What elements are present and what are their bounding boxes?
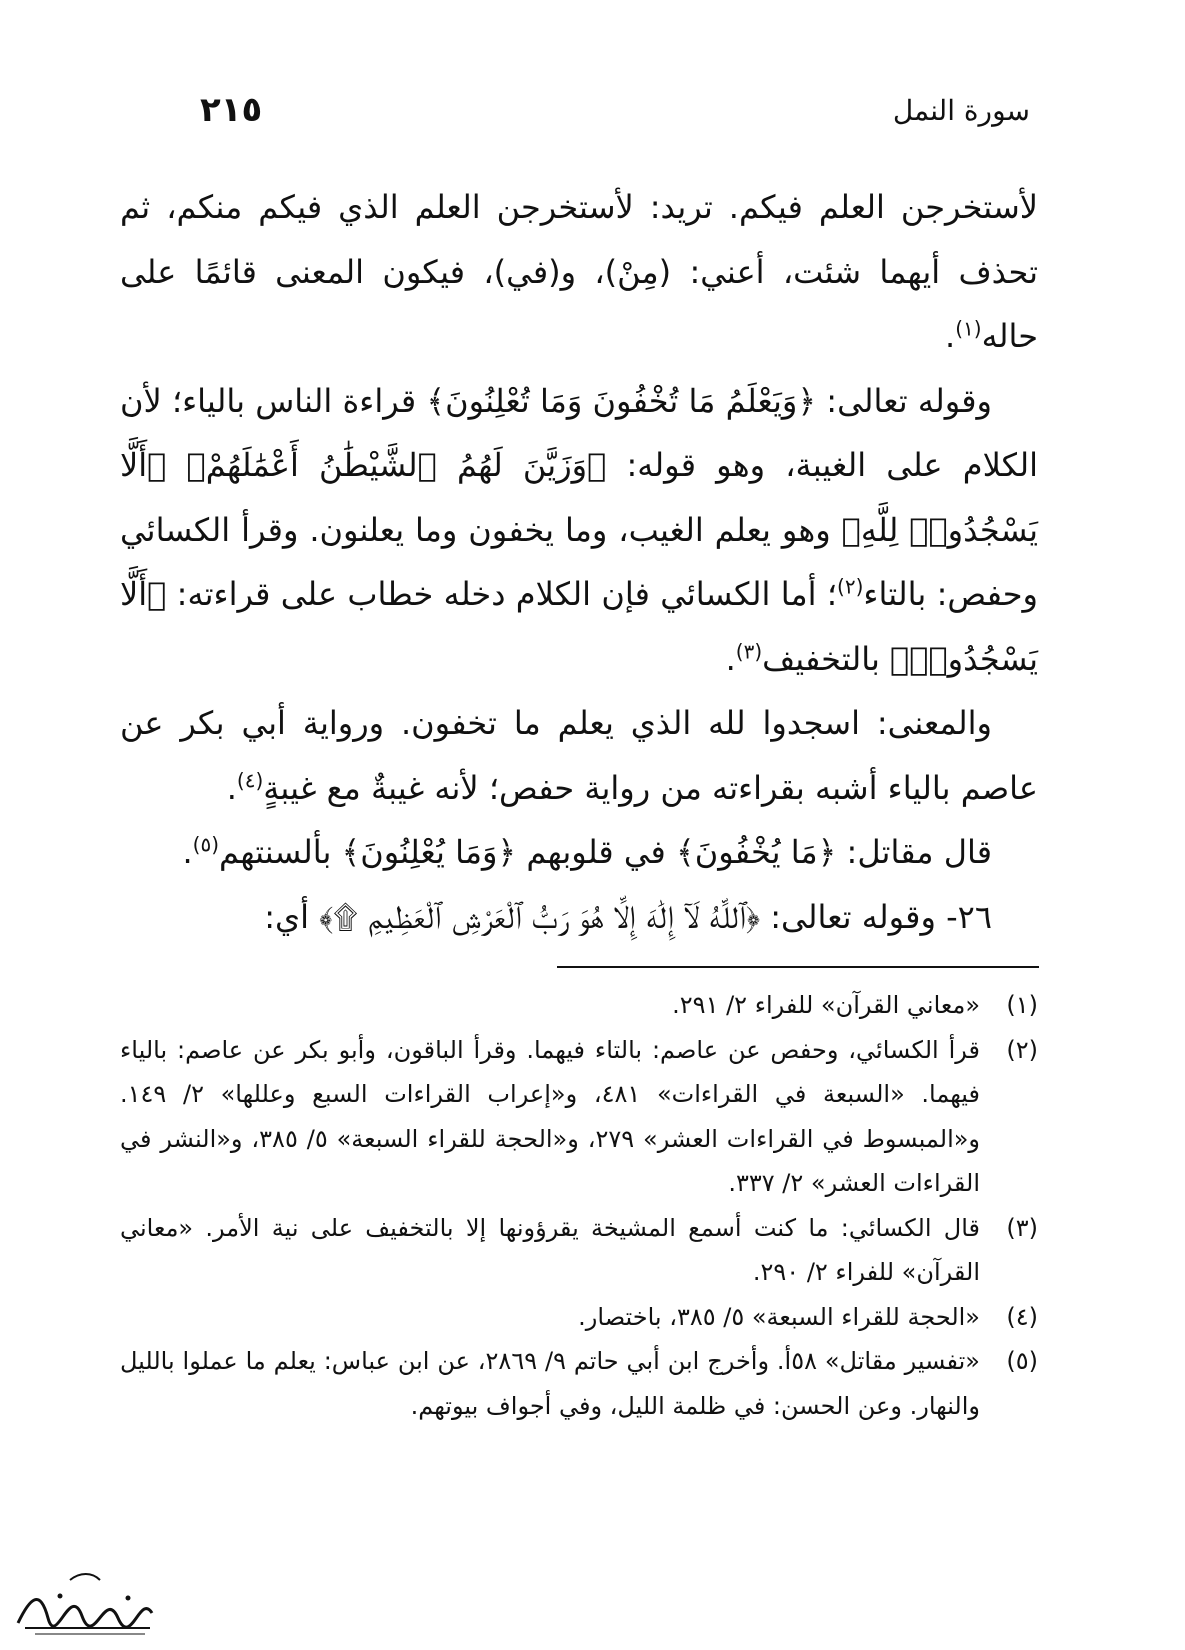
paragraph-5 xyxy=(120,885,1038,950)
paragraph-2-text-d: ؛ أما الكسائي فإن الكلام دخله خطاب على قراءته: xyxy=(166,575,838,613)
footnote-3 xyxy=(120,1206,1038,1295)
paragraph-2-text-a: وقوله تعالى: xyxy=(816,381,993,420)
paragraph-4-text-b: في قلوبهم xyxy=(516,833,677,871)
paragraph-1-end: . xyxy=(945,317,956,355)
paragraph-1 xyxy=(120,175,1038,369)
paragraph-3-end: . xyxy=(226,768,237,807)
paragraph-2 xyxy=(120,369,1038,692)
paragraph-3-text: والمعنى: اسجدوا لله الذي يعلم ما تخفون. ورواية أبي بكر عن عاصم بالياء أشبه بقراءته من رواية حفص؛ لأنه غيبةٌ مع غيبةٍ xyxy=(120,704,1038,807)
footnote-number: (٤) xyxy=(1006,1302,1038,1331)
paragraph-5-text-b: أي: xyxy=(264,897,320,936)
paragraph-4-text-c: بألسنتهم xyxy=(219,833,342,871)
paragraph-1-text: لأستخرجن العلم فيكم. تريد: لأستخرجن العلم الذي فيكم منكم، ثم تحذف أيهما شئت، أعني: (مِنْ)، و(في)، فيكون المعنى قائمًا على حاله xyxy=(120,188,1038,355)
paragraph-2-text-e: بالتخفيف xyxy=(762,639,891,678)
quran-quote-1: ﴿وَيَعْلَمُ مَا تُخْفُونَ وَمَا تُعْلِنُونَ﴾ xyxy=(426,381,817,420)
surah-title: سورة النمل xyxy=(892,94,1030,127)
paragraph-4-end: . xyxy=(182,833,193,871)
footnote-ref-2: (٢) xyxy=(837,574,864,599)
footnote-5 xyxy=(120,1339,1038,1428)
footnote-number: (٢) xyxy=(1006,1035,1038,1064)
footnote-number: (١) xyxy=(1006,991,1038,1019)
footnote-separator xyxy=(557,966,1039,968)
footnote-ref-5: (٥) xyxy=(192,832,220,857)
footnote-number: (٣) xyxy=(1006,1213,1038,1242)
paragraph-2-end: . xyxy=(725,639,736,678)
footnote-text: «الحجة للقراء السبعة» ٥/ ٣٨٥، باختصار. xyxy=(578,1302,980,1331)
footnote-text: قرأ الكسائي، وحفص عن عاصم: بالتاء فيهما. وقرأ الباقون، وأبو بكر عن عاصم: بالياء فيهما. «السبعة في القراءات» ٤٨١، و«إعراب القراءات السبع وعللها» ٢/ ١٤٩. و«المبسوط في القراءات العشر» ٢٧٩، و«الحجة للقراء السبعة» ٥/ ٣٨٥، و«النشر في القراءات العشر» ٢/ ٣٣٧. xyxy=(120,1035,981,1197)
paragraph-4-text-a: قال مقاتل: xyxy=(836,833,992,871)
main-text xyxy=(120,175,1038,949)
page-number: ٢١٥ xyxy=(200,90,263,130)
footnote-text: «تفسير مقاتل» ٥٨أ. وأخرج ابن أبي حاتم ٩/ ٢٨٦٩، عن ابن عباس: يعلم ما عملوا بالليل والنهار. وعن الحسن: في ظلمة الليل، وفي أجواف بيوتهم. xyxy=(120,1347,980,1420)
paragraph-5-text-a: ٢٦- وقوله تعالى: xyxy=(760,897,992,936)
footnote-4 xyxy=(120,1295,1038,1340)
quran-quote-4: ﴿مَا يُخْفُونَ﴾ xyxy=(676,833,837,871)
footnote-text: «معاني القرآن» للفراء ٢/ ٢٩١. xyxy=(672,991,980,1019)
quran-quote-6: ﴿ٱللَّهُ لَآ إِلَٰهَ إِلَّا هُوَ رَبُّ ٱلْعَرْشِ ٱلْعَظِيمِ ۩﴾ xyxy=(319,897,761,936)
footnote-ref-3: (٣) xyxy=(735,638,763,663)
footnotes xyxy=(120,983,1038,1428)
quran-quote-2: ﴿وَزَيَّنَ لَهُمُ ٱلشَّيْطَٰنُ أَعْمَٰلَهُمْ﴾ ﴿أَلَّا يَسْجُدُوا۟ لِلَّهِ﴾ xyxy=(120,446,1039,549)
paragraph-2-text-b: قراءة الناس بالياء؛ لأن الكلام على الغيبة، وهو قوله: xyxy=(120,381,1039,484)
footnote-ref-4: (٤) xyxy=(236,767,264,792)
footnote-2 xyxy=(120,1028,1038,1206)
footnote-1 xyxy=(120,983,1038,1028)
paragraph-2-text-c: وهو يعلم الغيب، وما يخفون وما يعلنون. وقرأ الكسائي وحفص: بالتاء xyxy=(120,510,1039,613)
footnote-number: (٥) xyxy=(1006,1347,1038,1375)
quran-quote-3: ﴿أَلَّا يَسْجُدُوا۟﴾ xyxy=(120,575,1038,678)
publisher-logo xyxy=(10,1568,160,1640)
paragraph-4 xyxy=(120,820,1038,885)
footnote-text: قال الكسائي: ما كنت أسمع المشيخة يقرؤونها إلا بالتخفيف على نية الأمر. «معاني القرآن» للفراء ٢/ ٢٩٠. xyxy=(120,1213,980,1286)
footnote-ref-1: (١) xyxy=(955,316,982,341)
page-header xyxy=(200,88,1030,148)
quran-quote-5: ﴿وَمَا يُعْلِنُونَ﴾ xyxy=(341,833,517,871)
paragraph-3 xyxy=(120,691,1038,820)
